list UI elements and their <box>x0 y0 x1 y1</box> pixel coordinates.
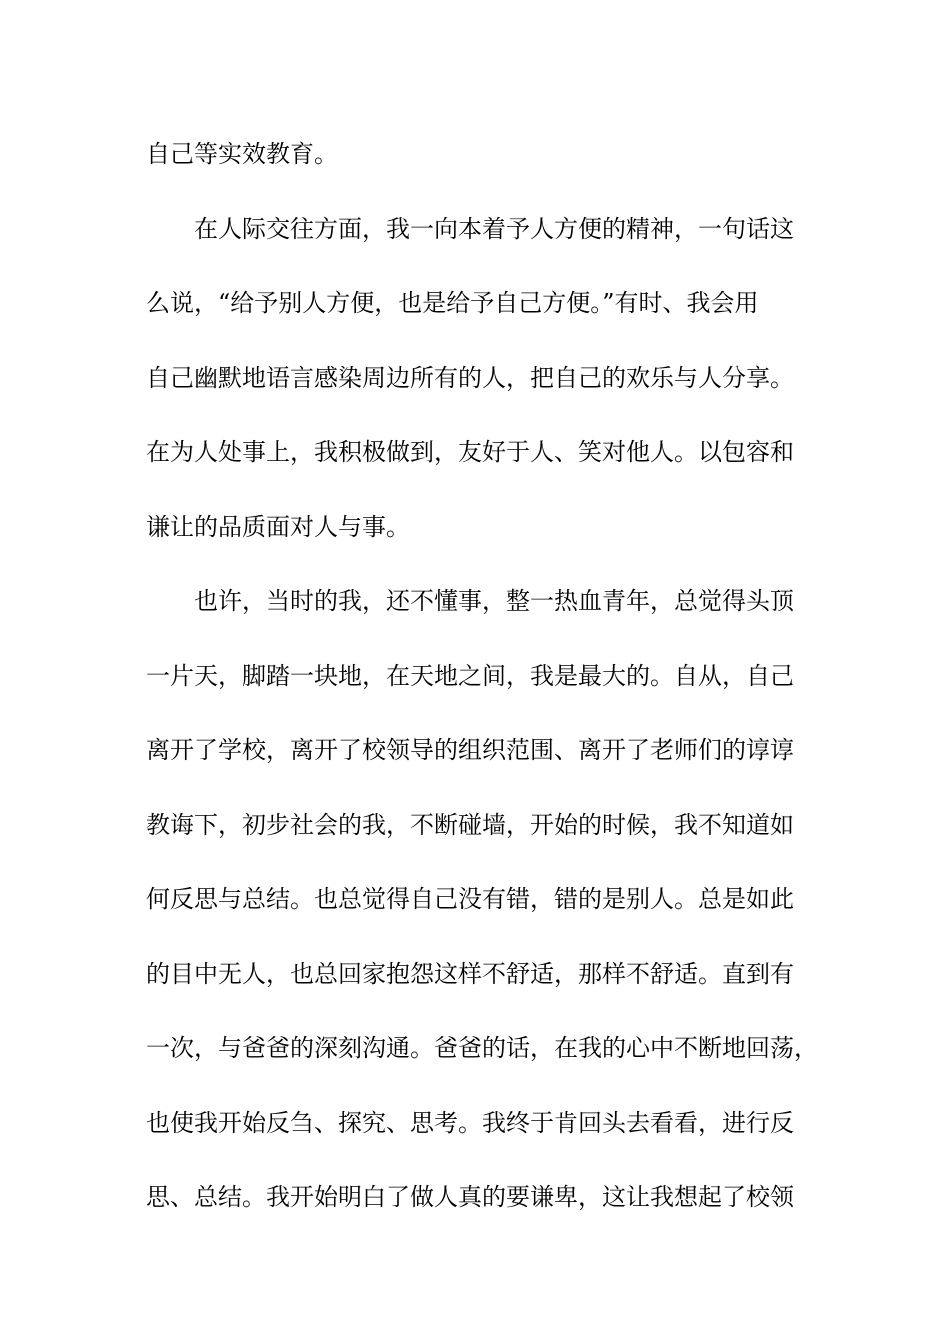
text-line-11: 何反思与总结。也总觉得自己没有错，错的是别人。总是如此 <box>146 885 794 913</box>
body-text <box>146 129 821 1247</box>
text-line-2: 在人际交往方面，我一向本着予人方便的精神，一句话这 <box>194 214 794 243</box>
text-line-3: 么说，“给予别人方便，也是给予自己方便。”有时、我会用 <box>146 289 759 317</box>
text-line-8: 一片天，脚踏一块地，在天地之间，我是最大的。自从，自己 <box>146 661 794 690</box>
text-line-6: 谦让的品质面对人与事。 <box>146 512 410 541</box>
text-line-14: 也使我开始反刍、探究、思考。我终于肯回头去看看，进行反 <box>146 1108 794 1137</box>
text-line-15: 思、总结。我开始明白了做人真的要谦卑，这让我想起了校领 <box>146 1183 794 1211</box>
text-line-13: 一次，与爸爸的深刻沟通。爸爸的话，在我的心中不断地回荡， <box>146 1034 818 1062</box>
text-line-12: 的目中无人，也总回家抱怨这样不舒适，那样不舒适。直到有 <box>146 959 794 988</box>
text-line-9: 离开了学校，离开了校领导的组织范围、离开了老师们的谆谆 <box>146 736 794 764</box>
text-line-1: 自己等实效教育。 <box>146 140 338 168</box>
text-line-7: 也许，当时的我，还不懂事，整一热血青年，总觉得头顶 <box>194 587 794 615</box>
text-line-5: 在为人处事上，我积极做到，友好于人、笑对他人。以包容和 <box>146 438 794 466</box>
text-line-10: 教诲下，初步社会的我，不断碰墙，开始的时候，我不知道如 <box>146 810 794 839</box>
text-line-4: 自己幽默地语言感染周边所有的人，把自己的欢乐与人分享。 <box>146 363 794 392</box>
